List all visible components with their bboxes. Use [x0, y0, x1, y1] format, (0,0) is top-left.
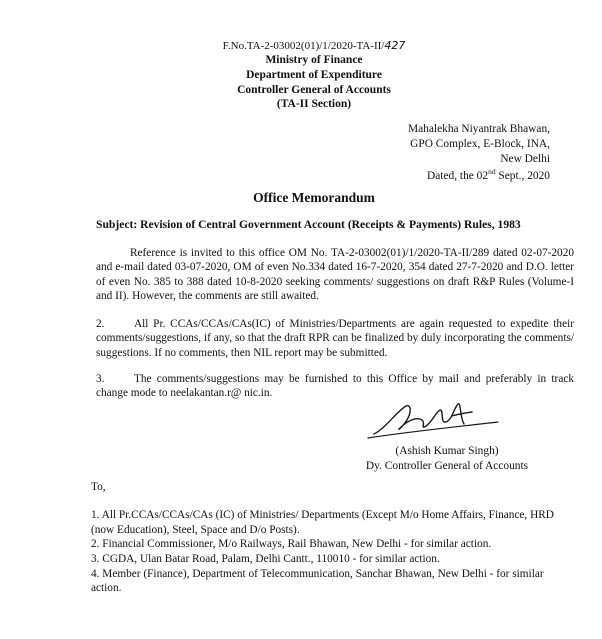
address-line-3: New Delhi — [500, 153, 550, 166]
office-name: Controller General of Accounts — [237, 83, 391, 96]
date-prefix: Dated, the 02 — [427, 170, 489, 183]
date-superscript: nd — [488, 167, 496, 177]
file-number — [26, 39, 602, 53]
recipient-item: 2. Financial Commissioner, M/o Railways, Rail Bhawan, New Delhi - for similar action. — [91, 538, 492, 551]
recipient-item: 4. Member (Finance), Department of Telecommunication, Sanchar Bhawan, New Delhi - for similar action. — [91, 567, 544, 595]
department-name: Department of Expenditure — [246, 68, 382, 81]
to-label: To, — [91, 481, 106, 493]
handwritten-signature — [366, 398, 506, 442]
paragraph-3-text: The comments/suggestions may be furnished to this Office by mail and preferably in track change mode to neelakantan.r@ nic.in. — [96, 373, 574, 400]
paragraph-2-text: All Pr. CCAs/CCAs/CAs(IC) of Ministries/Departments are again requested to expedite their comments/suggestions, if any, so that the draft RPR can be finalized by duly incorporating the comments/ suggestions. If no comments, then NIL report may be submitted. — [96, 318, 574, 359]
paragraph-1: Reference is invited to this office OM No. TA-2-03002(01)/1/2020-TA-II/289 dated 02-07-2020 and e-mail dated 03-07-2020, OM of even No.334 dated 16-7-2020, 354 dated 27-7-2020 and D.O. letter of even No. 385 to 388 dated 10-8-2020 seeking comments/ suggestions on draft R&P Rules (Volume-I and II). However, the comments are still awaited. — [96, 247, 574, 303]
file-number-handwritten: 427 — [384, 39, 406, 52]
recipient-list — [91, 508, 573, 596]
ministry-name: Ministry of Finance — [265, 54, 363, 67]
signer-designation: Dy. Controller General of Accounts — [365, 460, 529, 473]
recipient-item: 1. All Pr.CCAs/CCAs/CAs (IC) of Ministries/ Departments (Except M/o Home Affairs, Finance, HRD (now Education), Steel, Space and D/o Posts). — [91, 509, 554, 536]
section-name: (TA-II Section) — [276, 98, 352, 111]
office-address — [408, 122, 550, 184]
paragraph-3-number: 3. — [96, 373, 105, 385]
paragraph-3 — [96, 372, 574, 401]
address-line-1: Mahalekha Niyantrak Bhawan, — [407, 123, 550, 135]
date-line — [408, 167, 550, 184]
date-suffix: Sept., 2020 — [495, 170, 550, 183]
recipient-item: 3. CGDA, Ulan Batar Road, Palam, Delhi Cantt., 110010 - for similar action. — [91, 553, 440, 566]
signer-name: (Ashish Kumar Singh) — [395, 445, 499, 457]
letterhead — [0, 39, 602, 112]
paragraph-2-number: 2. — [96, 318, 105, 330]
file-number-text: F.No.TA-2-03002(01)/1/2020-TA-II/ — [222, 40, 385, 52]
paragraph-2 — [96, 317, 574, 360]
signature-block — [347, 444, 547, 474]
subject-line: Subject: Revision of Central Government Account (Receipts & Payments) Rules, 1983 — [96, 218, 521, 231]
memo-title: Office Memorandum — [253, 190, 375, 205]
address-line-2: GPO Complex, E-Block, INA, — [410, 138, 550, 151]
